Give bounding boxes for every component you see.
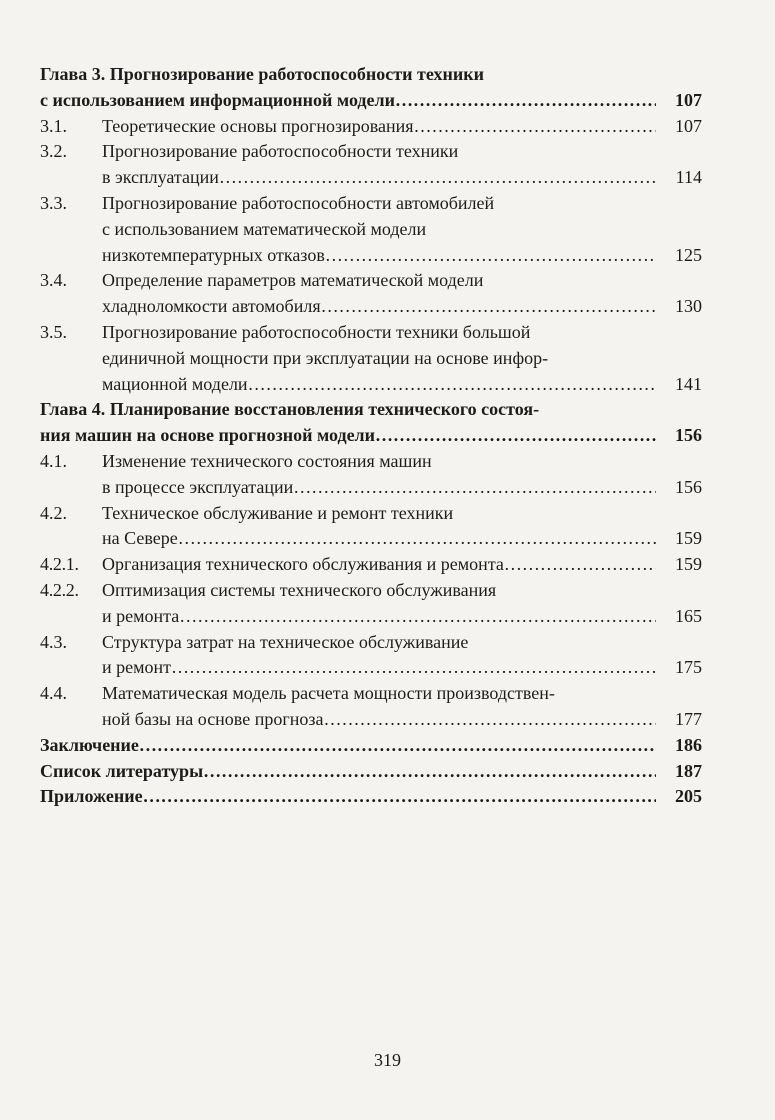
toc-entry-number: 3.4. (40, 270, 67, 291)
toc-entry-number: 4.2.2. (40, 579, 79, 600)
toc-entry-number: 4.2.1. (40, 554, 79, 575)
toc-entry-title: ной базы на основе прогноза (102, 708, 324, 729)
toc-entry-number: 3.3. (40, 192, 67, 213)
toc-entry-s4-2[interactable] (40, 501, 702, 553)
toc-entry-title: мационной модели (102, 373, 248, 394)
toc-line (40, 759, 702, 785)
dot-leader (413, 114, 656, 140)
toc-entry-title: Оптимизация системы технического обслуживания (102, 579, 497, 600)
toc-entry-title: с использованием математической модели (102, 218, 427, 239)
toc-entry-page: 187 (675, 760, 702, 781)
toc-entry-s3-2[interactable] (40, 139, 702, 191)
toc-entry-title: на Севере (102, 528, 178, 549)
toc-entry-page: 141 (675, 373, 702, 394)
toc-entry-number: 4.3. (40, 631, 67, 652)
toc-entry-title: Приложение (40, 786, 143, 807)
dot-leader (248, 372, 656, 398)
toc-line (40, 784, 702, 810)
toc-entry-title: Заключение (40, 734, 139, 755)
toc-line (40, 243, 702, 269)
toc-line (40, 733, 702, 759)
dot-leader (395, 88, 656, 114)
toc-entry-title: низкотемпературных отказов (102, 244, 325, 265)
dot-leader (375, 423, 656, 449)
dot-leader (178, 526, 656, 552)
toc-entry-number: 3.5. (40, 321, 67, 342)
toc-entry-number: 4.4. (40, 683, 67, 704)
toc-entry-title: Глава 4. Планирование восстановления технического состоя- (40, 399, 540, 420)
toc-line (40, 604, 702, 630)
toc-line (40, 578, 702, 604)
page-number: 319 (374, 1050, 401, 1070)
toc-entry-page: 107 (675, 115, 702, 136)
toc-entry-s4-3[interactable] (40, 630, 702, 682)
toc-entry-title: Прогнозирование работоспособности автомобилей (102, 192, 495, 213)
toc-entry-title: Прогнозирование работоспособности техники большой (102, 321, 531, 342)
dot-leader (293, 475, 656, 501)
toc-entry-title: единичной мощности при эксплуатации на основе инфор- (102, 347, 549, 368)
toc-entry-ch3[interactable] (40, 62, 702, 114)
toc-entry-title: Глава 3. Прогнозирование работоспособности техники (40, 64, 484, 84)
dot-leader (323, 707, 656, 733)
toc-entry-page: 159 (675, 528, 702, 549)
toc-line (40, 217, 702, 243)
toc-entry-references[interactable] (40, 759, 702, 785)
toc-entry-title: и ремонт (102, 657, 172, 678)
toc-entry-title: Теоретические основы прогнозирования (102, 115, 414, 136)
table-of-contents (40, 62, 702, 810)
dot-leader (219, 165, 656, 191)
toc-entry-number: 3.1. (40, 115, 67, 136)
toc-entry-ch4[interactable] (40, 397, 702, 449)
toc-entry-number: 3.2. (40, 141, 67, 162)
toc-entry-s4-2-2[interactable] (40, 578, 702, 630)
toc-line (40, 475, 702, 501)
toc-entry-page: 186 (675, 734, 702, 755)
toc-entry-page: 125 (675, 244, 702, 265)
toc-entry-title: Техническое обслуживание и ремонт техники (102, 502, 454, 523)
toc-line (40, 268, 702, 294)
toc-entry-title: ния машин на основе прогнозной модели (40, 425, 376, 446)
toc-line (40, 501, 702, 527)
toc-entry-s4-1[interactable] (40, 449, 702, 501)
toc-line (40, 655, 702, 681)
toc-entry-title: Определение параметров математической модели (102, 270, 484, 291)
toc-line (40, 552, 702, 578)
toc-entry-s3-4[interactable] (40, 268, 702, 320)
toc-entry-page: 177 (675, 708, 702, 729)
toc-entry-title: Список литературы (40, 760, 204, 781)
toc-entry-appendix[interactable] (40, 784, 702, 810)
toc-entry-page: 165 (675, 605, 702, 626)
toc-entry-page: 205 (675, 786, 702, 807)
toc-entry-title: Структура затрат на техническое обслуживание (102, 631, 469, 652)
dot-leader (139, 733, 656, 759)
toc-line (40, 346, 702, 372)
toc-line (40, 294, 702, 320)
toc-line (40, 88, 702, 114)
toc-line (40, 139, 702, 165)
toc-entry-number: 4.2. (40, 502, 67, 523)
toc-entry-title: в процессе эксплуатации (102, 476, 294, 497)
toc-line (40, 165, 702, 191)
toc-entry-title: в эксплуатации (102, 167, 219, 188)
toc-entry-page: 159 (675, 554, 702, 575)
toc-entry-title: Прогнозирование работоспособности техники (102, 141, 459, 162)
toc-entry-title: и ремонта (102, 605, 180, 626)
dot-leader (321, 294, 656, 320)
toc-entry-title: Изменение технического состояния машин (102, 450, 432, 471)
toc-line (40, 423, 702, 449)
toc-entry-title: хладноломкости автомобиля (102, 296, 321, 317)
toc-line (40, 526, 702, 552)
toc-line (40, 62, 702, 88)
toc-line (40, 191, 702, 217)
toc-line (40, 707, 702, 733)
toc-line (40, 114, 702, 140)
toc-entry-s3-5[interactable] (40, 320, 702, 397)
toc-line (40, 630, 702, 656)
toc-entry-title: с использованием информационной модели (40, 89, 395, 110)
toc-entry-conclusion[interactable] (40, 733, 702, 759)
dot-leader (171, 655, 656, 681)
dot-leader (179, 604, 656, 630)
dot-leader (203, 759, 656, 785)
toc-line (40, 320, 702, 346)
toc-entry-s3-1[interactable] (40, 114, 702, 140)
toc-entry-title: Организация технического обслуживания и ремонта (102, 554, 504, 575)
toc-entry-page: 107 (675, 89, 702, 110)
toc-entry-title: Математическая модель расчета мощности производствен- (102, 683, 555, 704)
dot-leader (504, 552, 656, 578)
toc-line (40, 449, 702, 475)
toc-line (40, 372, 702, 398)
toc-line (40, 681, 702, 707)
toc-entry-s4-2-1[interactable] (40, 552, 702, 578)
dot-leader (325, 243, 656, 269)
toc-entry-page: 130 (675, 296, 702, 317)
toc-entry-page: 175 (675, 657, 702, 678)
toc-entry-s4-4[interactable] (40, 681, 702, 733)
toc-entry-s3-3[interactable] (40, 191, 702, 268)
toc-entry-number: 4.1. (40, 450, 67, 471)
toc-entry-page: 156 (675, 476, 702, 497)
dot-leader (143, 784, 656, 810)
toc-entry-page: 156 (675, 425, 702, 446)
toc-line (40, 397, 702, 423)
toc-entry-page: 114 (675, 167, 702, 188)
